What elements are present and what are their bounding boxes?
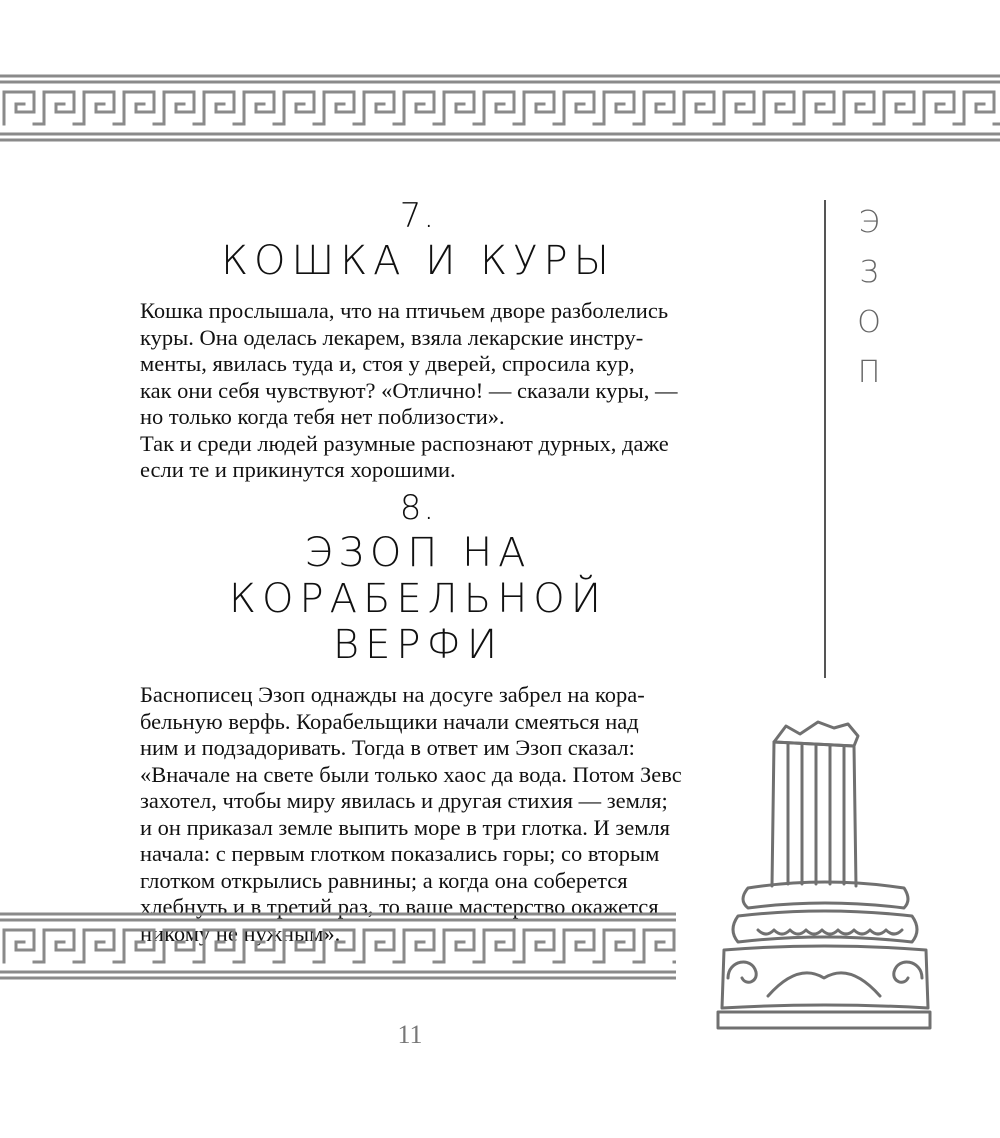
text-line: бельную верфь. Корабельщики начали смеяться над	[140, 708, 639, 734]
text-line: хлебнуть и в третий раз, то ваше мастерство окажется	[140, 894, 659, 919]
fable-title: КОШКА И КУРЫ	[221, 238, 615, 284]
text-line: если те и прикинутся хорошими.	[140, 457, 456, 482]
fable-7	[140, 196, 696, 484]
fable-body	[140, 682, 696, 947]
bottom-meander-border	[0, 910, 676, 982]
page-number: 11	[397, 1020, 423, 1049]
author-letter: О	[857, 305, 881, 340]
text-line: начала: с первым глотком показались горы; со вторым	[140, 841, 660, 866]
side-author-name	[844, 198, 894, 398]
ionic-column-icon	[708, 716, 940, 1032]
text-line: «Вначале на свете были только хаос да вода. Потом Зевс	[140, 761, 682, 787]
fable-number: 7.	[399, 196, 437, 236]
text-line: и он приказал земле выпить море в три глотка. И земля	[140, 814, 671, 840]
author-letter: З	[859, 255, 879, 290]
text-line: Так и среди людей разумные распознают дурных, даже	[140, 430, 669, 456]
greek-key-icon	[0, 910, 676, 982]
text-line: Кошка прослышала, что на птичьем дворе разболелись	[140, 298, 669, 323]
side-vertical-rule	[824, 200, 826, 678]
text-line: глотком открылись равнины; а когда она соберется	[140, 867, 628, 893]
fable-8	[140, 488, 696, 947]
fable-title: ЭЗОП НА КОРАБЕЛЬНОЙ	[229, 530, 607, 622]
fable-body	[140, 298, 696, 484]
ionic-column-illustration	[708, 716, 940, 1037]
text-line: как они себя чувствуют? «Отлично! — сказали куры, —	[140, 377, 678, 403]
text-line: ним и подзадоривать. Тогда в ответ им Эзоп сказал:	[140, 735, 635, 760]
text-line: но только когда тебя нет поблизости».	[140, 404, 505, 429]
fable-title-continued: ВЕРФИ	[332, 622, 504, 668]
author-letter: П	[857, 355, 881, 390]
greek-key-icon	[0, 72, 1000, 144]
text-line: куры. Она оделась лекарем, взяла лекарские инстру-	[140, 324, 644, 350]
author-letter: Э	[858, 205, 880, 240]
text-line: захотел, чтобы миру явилась и другая стихия — земля;	[140, 788, 668, 813]
top-meander-border	[0, 72, 1000, 144]
text-line: Баснописец Эзоп однажды на досуге забрел на кора-	[140, 682, 645, 707]
text-line: никому не нужным».	[140, 920, 341, 946]
text-line: менты, явилась туда и, стоя у дверей, спросила кур,	[140, 351, 635, 376]
fable-number: 8.	[399, 488, 437, 528]
